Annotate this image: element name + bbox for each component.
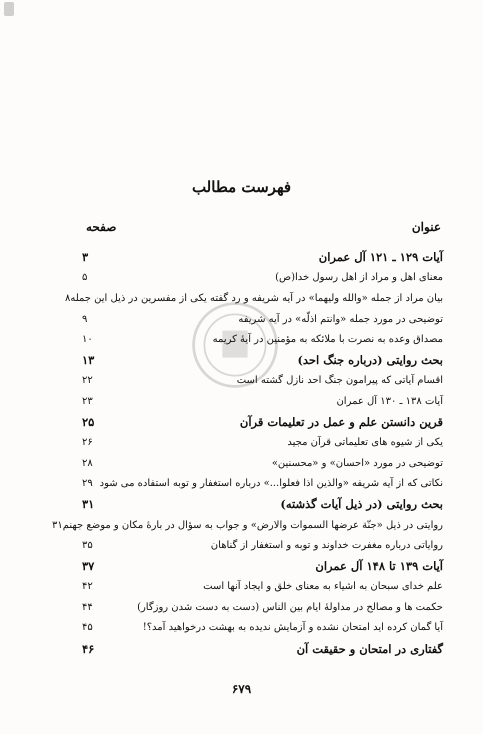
toc-entry-title: مصداق وعده به نصرت با ملائکه به مؤمنین در آیهٔ کریمه bbox=[212, 334, 443, 346]
subject-column-header: عنوان bbox=[411, 220, 441, 234]
toc-entry bbox=[64, 288, 443, 309]
toc-entry-title: گفتاری در امتحان و حقیقت آن bbox=[296, 641, 443, 656]
toc-entry-page: ۲۶ bbox=[82, 437, 93, 449]
toc-entry bbox=[82, 535, 443, 556]
toc-entry-title: بیان مراد از جمله «والله ولیهما» در آیه شریفه و رد گفته یکی از مفسرین در ذیل این جمله bbox=[70, 292, 443, 304]
toc-entry bbox=[82, 432, 443, 453]
toc-entry-page: ۳۷ bbox=[82, 559, 95, 574]
toc-entry-title: معنای اهل و مراد از اهل رسول خدا(ص) bbox=[275, 272, 443, 284]
toc-entry-title: روایاتی درباره مغفرت خداوند و توبه و استغفار از گناهان bbox=[210, 540, 443, 552]
toc-entry-page: ۱۳ bbox=[82, 353, 95, 368]
toc-entry bbox=[82, 412, 443, 433]
toc-entry bbox=[52, 515, 443, 536]
page-number: ۶۷۹ bbox=[231, 682, 252, 696]
toc-entry-page: ۲۳ bbox=[82, 395, 93, 407]
toc-entry-title: حکمت ها و مصالح در مداولهٔ ایام بین الناس (دست به دست شدن روزگار) bbox=[137, 601, 443, 613]
toc-entry-page: ۳ bbox=[82, 250, 89, 265]
toc-entry bbox=[82, 638, 443, 659]
toc-entry-title: علم خدای سبحان به اشیاء به معنای خلق و ایجاد آنها است bbox=[203, 581, 443, 593]
toc-entry-title: توضیحی در مورد «احسان» و «محسنین» bbox=[271, 457, 443, 469]
toc-entry-page: ۱۰ bbox=[82, 334, 93, 346]
toc-entry-title: نکاتی که از آیه شریفه «والذین اذا فعلوا...» درباره استغفار و توبه استفاده می شود bbox=[99, 478, 443, 490]
toc-entry-title: آیات ۱۲۹ ـ ۱۲۱ آل عمران bbox=[318, 250, 443, 265]
toc-entry bbox=[82, 577, 443, 598]
toc-entry-page: ۳۱ bbox=[52, 519, 63, 531]
toc-entry bbox=[82, 556, 443, 577]
toc-entry bbox=[82, 371, 443, 392]
toc-entry bbox=[82, 597, 443, 618]
toc-entry-title: بحث روایتی (در ذیل آیات گذشته) bbox=[280, 497, 443, 512]
page-corner-mark bbox=[4, 2, 14, 16]
toc-list bbox=[52, 247, 443, 659]
page-column-header: صفحه bbox=[86, 220, 117, 234]
toc-entry-title: اقسام آیاتی که پیرامون جنگ احد نازل گشته است bbox=[236, 375, 443, 387]
toc-entry-title: روایتی در ذیل «جنّة عرضها السموات والارض» و جواب به سؤال در بارهٔ مکان و موضع جهنم bbox=[62, 519, 443, 531]
toc-entry-title: یکی از شیوه های تعلیماتی قرآن مجید bbox=[287, 437, 443, 449]
toc-entry bbox=[82, 391, 443, 412]
toc-entry-title: توضیحی در مورد جمله «وانتم اذلّه» در آیه شریفه bbox=[238, 313, 443, 325]
toc-entry bbox=[82, 309, 443, 330]
toc-entry bbox=[82, 329, 443, 350]
toc-entry bbox=[82, 350, 443, 371]
toc-entry-page: ۸ bbox=[64, 292, 71, 304]
toc-entry-title: آیا گمان کرده اید امتحان نشده و آزمایش ندیده به بهشت درخواهید آمد؟! bbox=[142, 622, 443, 634]
toc-entry-title: قرین دانستن علم و عمل در تعلیمات قرآن bbox=[239, 415, 443, 430]
toc-entry bbox=[82, 474, 443, 495]
toc-entry-page: ۴۵ bbox=[82, 622, 93, 634]
toc-entry-page: ۴۲ bbox=[82, 581, 93, 593]
toc-entry-page: ۴۴ bbox=[82, 601, 93, 613]
toc-entry-page: ۲۸ bbox=[82, 457, 93, 469]
toc-entry-page: ۹ bbox=[82, 313, 88, 325]
toc-entry-page: ۲۵ bbox=[82, 415, 95, 430]
toc-entry bbox=[82, 247, 443, 268]
toc-entry-title: بحث روایتی (درباره جنگ احد) bbox=[297, 353, 443, 368]
toc-entry-title: آیات ۱۳۸ ـ ۱۳۰ آل عمران bbox=[336, 395, 443, 407]
toc-entry-page: ۲۹ bbox=[82, 478, 93, 490]
toc-entry bbox=[82, 453, 443, 474]
toc-entry-page: ۵ bbox=[82, 272, 88, 284]
toc-entry-title: آیات ۱۳۹ تا ۱۴۸ آل عمران bbox=[315, 559, 443, 574]
toc-entry-page: ۳۵ bbox=[82, 540, 93, 552]
toc-entry-page: ۴۶ bbox=[82, 641, 95, 656]
toc-entry bbox=[82, 618, 443, 639]
toc-entry bbox=[82, 494, 443, 515]
toc-entry-page: ۲۲ bbox=[82, 375, 93, 387]
toc-entry-page: ۳۱ bbox=[82, 497, 95, 512]
page-title: فهرست مطالب bbox=[191, 178, 292, 196]
toc-entry bbox=[82, 268, 443, 289]
